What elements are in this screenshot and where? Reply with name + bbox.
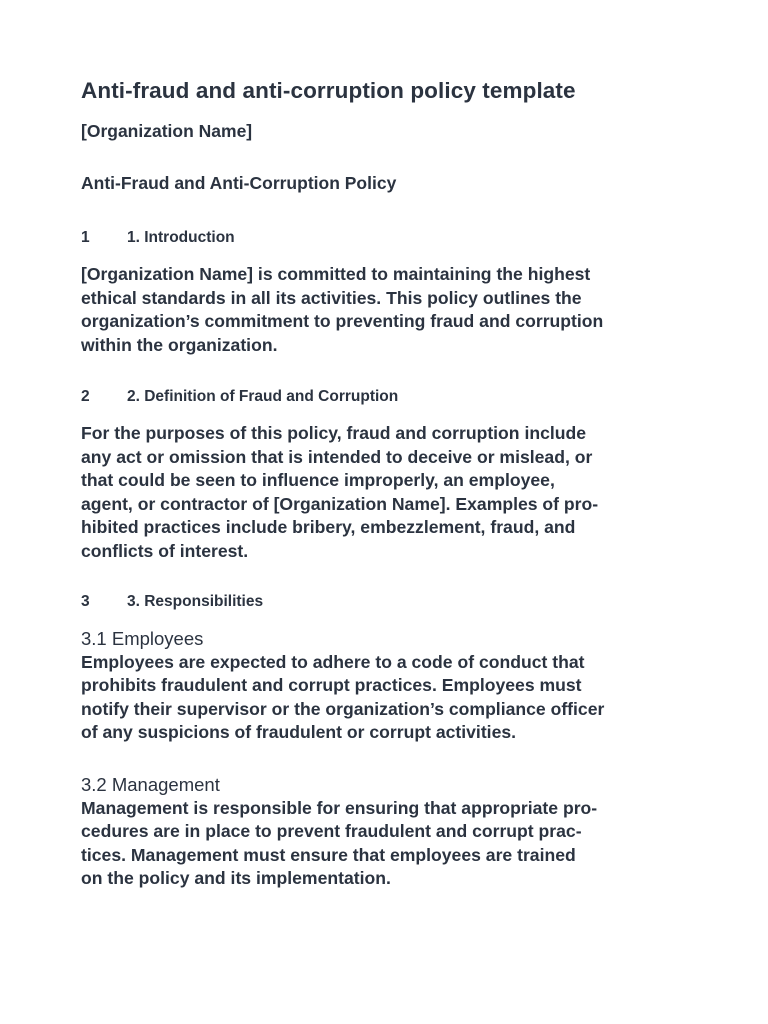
paragraph-line: conflicts of interest.	[81, 540, 249, 561]
paragraph-line: tices. Management must ensure that employees are trained	[81, 844, 576, 865]
section-number: 2	[81, 388, 90, 405]
subsection-heading: 3.2 Management	[81, 774, 220, 795]
section-heading-text: 3. Responsibilities	[127, 593, 264, 610]
section-number: 3	[81, 593, 90, 610]
paragraph-line: ethical standards in all its activities. This policy outlines the	[81, 287, 582, 308]
paragraph-line: within the organization.	[81, 334, 278, 355]
paragraph-line: [Organization Name] is committed to maintaining the highest	[81, 264, 591, 284]
paragraph-line: that could be seen to influence improperly, an employee,	[81, 470, 555, 491]
paragraph-line: of any suspicions of fraudulent or corrupt activities.	[81, 722, 517, 743]
paragraph-line: organization’s commitment to preventing fraud and corruption	[81, 311, 604, 332]
paragraph-line: hibited practices include bribery, embezzlement, fraud, and	[81, 517, 576, 538]
section-1-heading	[81, 229, 235, 247]
paragraph-line: notify their supervisor or the organization’s compliance officer	[81, 698, 605, 719]
document-title: Anti-fraud and anti-corruption policy template	[81, 78, 576, 103]
organization-name: [Organization Name]	[81, 121, 253, 141]
paragraph-line: For the purposes of this policy, fraud and corruption include	[81, 423, 587, 443]
paragraph-line: prohibits fraudulent and corrupt practices. Employees must	[81, 675, 582, 696]
section-heading-text: 2. Definition of Fraud and Corruption	[127, 388, 399, 405]
subsection-3-2	[81, 773, 731, 891]
paragraph-line: Employees are expected to adhere to a code of conduct that	[81, 651, 585, 672]
paragraph-line: agent, or contractor of [Organization Name]. Examples of pro-	[81, 493, 599, 514]
paragraph-line: cedures are in place to prevent fraudulent and corrupt prac-	[81, 821, 582, 842]
section-2-heading	[81, 388, 398, 406]
paragraph-line: Management is responsible for ensuring that appropriate pro-	[81, 797, 598, 818]
section-3-heading	[81, 593, 263, 611]
paragraph-line: any act or omission that is intended to deceive or mislead, or	[81, 446, 593, 467]
paragraph-line: on the policy and its implementation.	[81, 868, 391, 889]
subsection-heading: 3.1 Employees	[81, 628, 204, 649]
section-number: 1	[81, 229, 90, 246]
section-2-paragraph	[81, 422, 731, 564]
section-heading-text: 1. Introduction	[127, 229, 235, 246]
subsection-3-1	[81, 627, 731, 745]
section-1-paragraph	[81, 263, 731, 357]
policy-title: Anti-Fraud and Anti-Corruption Policy	[81, 173, 397, 193]
